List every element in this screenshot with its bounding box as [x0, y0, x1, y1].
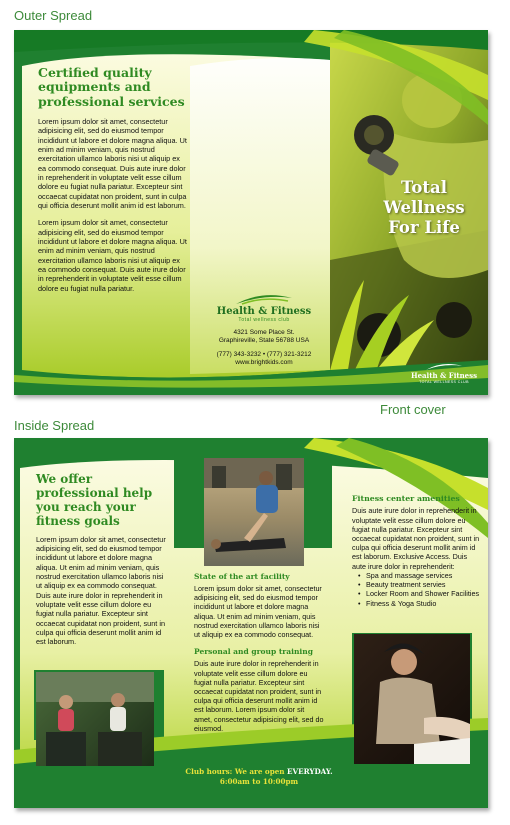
front-cover-title: [374, 178, 474, 237]
phone-numbers: (777) 343-3232 • (777) 321-3212: [216, 350, 312, 358]
amenity-item: • Locker Room and Shower Facilities: [360, 589, 482, 598]
cover-title-line-1: Total: [401, 178, 447, 197]
facility-heading: State of the art facility: [194, 572, 290, 581]
outer-left-panel: [38, 66, 188, 301]
address-line-1: 4321 Some Place St.: [233, 329, 295, 336]
inside-spread-label: Inside Spread: [14, 418, 95, 433]
amenities-heading: Fitness center amenities: [352, 494, 460, 503]
outer-left-paragraph-1: Lorem ipsum dolor sit amet, consectetur adipisicing elit, sed do eiusmod tempor incididunt ut labore et dolore magna aliqua. Ut enim ad minim veniam, quis nostrud exercitation ullamco laboris nisi ut aliquip ex ea commodo consequat. Duis aute irure dolor in reprehenderit in voluptate velit esse cillum dolore eu fugiat nulla pariatur. Excepteur sint occaecat cupidatat non proident, sunt in culpa qui officia deserunt mollit anim id est laborum.: [38, 117, 187, 211]
outer-left-paragraph-2: Lorem ipsum dolor sit amet, consectetur adipisicing elit, sed do eiusmod tempor incididunt ut labore et dolore magna aliqua. Ut enim ad minim veniam, quis nostrud exercitation ullamco laboris nisi ut aliquip ex ea commodo consequat. Duis aute irure dolor in reprehenderit in voluptate velit esse cillum dolore eu fugiat nulla pariatur.: [38, 218, 187, 293]
inside-left-heading: We offer professional help you reach your fitness goals: [36, 472, 153, 529]
club-hours-day: EVERYDAY.: [287, 767, 333, 776]
cover-title-line-2: Wellness: [383, 197, 465, 217]
inside-spread: [14, 438, 488, 808]
logo-name: Health & Fitness: [216, 306, 312, 317]
club-hours-prefix: Club hours: We are open: [185, 767, 288, 776]
facility-paragraph: Lorem ipsum dolor sit amet, consectetur adipisicing elit, sed do eiusmod tempor incididunt ut labore et dolore magna aliqua. Ut enim ad minim veniam, quis nostrud exercitation ullamco laboris nisi ut aliquip ex ea commodo consequat.: [194, 584, 322, 640]
club-hours: [184, 767, 334, 787]
inside-middle-panel: [194, 572, 324, 741]
address-line-2: Graphireville, State 56788 USA: [218, 337, 310, 345]
health-fitness-logo: [204, 292, 324, 323]
cover-title-line-3: For Life: [388, 217, 460, 237]
cover-logo-tagline: TOTAL WELLNESS CLUB: [419, 380, 469, 384]
club-hours-time: 6:00am to 10:00pm: [219, 777, 299, 787]
trainer-stretching-photo: [204, 458, 304, 566]
amenities-paragraph: Duis aute irure dolor in reprehenderit in voluptate velit esse cillum dolore eu fugiat nulla pariatur. Excepteur sint occaecat cupidatat non proident, sunt in culpa qui officia deserunt mollit anim id est laborum. Exclusive Access. Duis aute irure dolor in reprehenderit:: [352, 506, 480, 571]
front-cover-logo: [404, 362, 484, 384]
amenities-list: [352, 571, 482, 608]
massage-spa-photo: [354, 634, 470, 764]
training-heading: Personal and group training: [194, 647, 313, 657]
cover-logo-swoosh-icon: [424, 362, 464, 371]
outer-middle-panel: [204, 292, 324, 367]
cardio-machines-photo: [36, 672, 154, 766]
logo-tagline: Total wellness club: [238, 317, 290, 323]
amenity-item: • Spa and massage services: [360, 571, 482, 580]
outer-spread: [14, 30, 488, 395]
cover-logo-name: Health & Fitness: [410, 371, 478, 380]
website[interactable]: www.brightkids.com: [235, 358, 293, 366]
amenity-item: • Beauty treatment servies: [360, 580, 482, 589]
outer-spread-label: Outer Spread: [14, 8, 93, 23]
training-paragraph: Duis aute irure dolor in reprehenderit in voluptate velit esse cillum dolore eu fugiat nulla pariatur. Excepteur sint occaecat cupidatat non proident, sunt in culpa qui officia deserunt mollit anim id est laborum. Lorem ipsum dolor sit amet, consectetur adipisicing elit, sed do eiusmod.: [194, 659, 324, 733]
front-cover-label: Front cover: [380, 402, 446, 417]
inside-left-panel: [36, 472, 171, 655]
amenity-item: • Fitness & Yoga Studio: [360, 599, 482, 608]
inside-left-paragraph: Lorem ipsum dolor sit amet, consectetur adipisicing elit, sed do eiusmod tempor incididunt ut labore et dolore magna aliqua. Ut enim ad minim veniam, quis nostrud exercitation ullamco laboris nisi ut aliquip ex ea commodo consequat. Duis aute irure dolor in reprehenderit in voluptate velit esse cillum dolore eu fugiat nulla pariatur. Excepteur sint occaecat cupidatat non proident, sunt in culpa qui officia deserunt mollit anim id est laborum.: [36, 534, 166, 647]
logo-swoosh-icon: [234, 292, 294, 306]
inside-right-panel: [352, 494, 482, 608]
outer-left-heading: Certified quality equipments and professional services: [38, 65, 185, 109]
